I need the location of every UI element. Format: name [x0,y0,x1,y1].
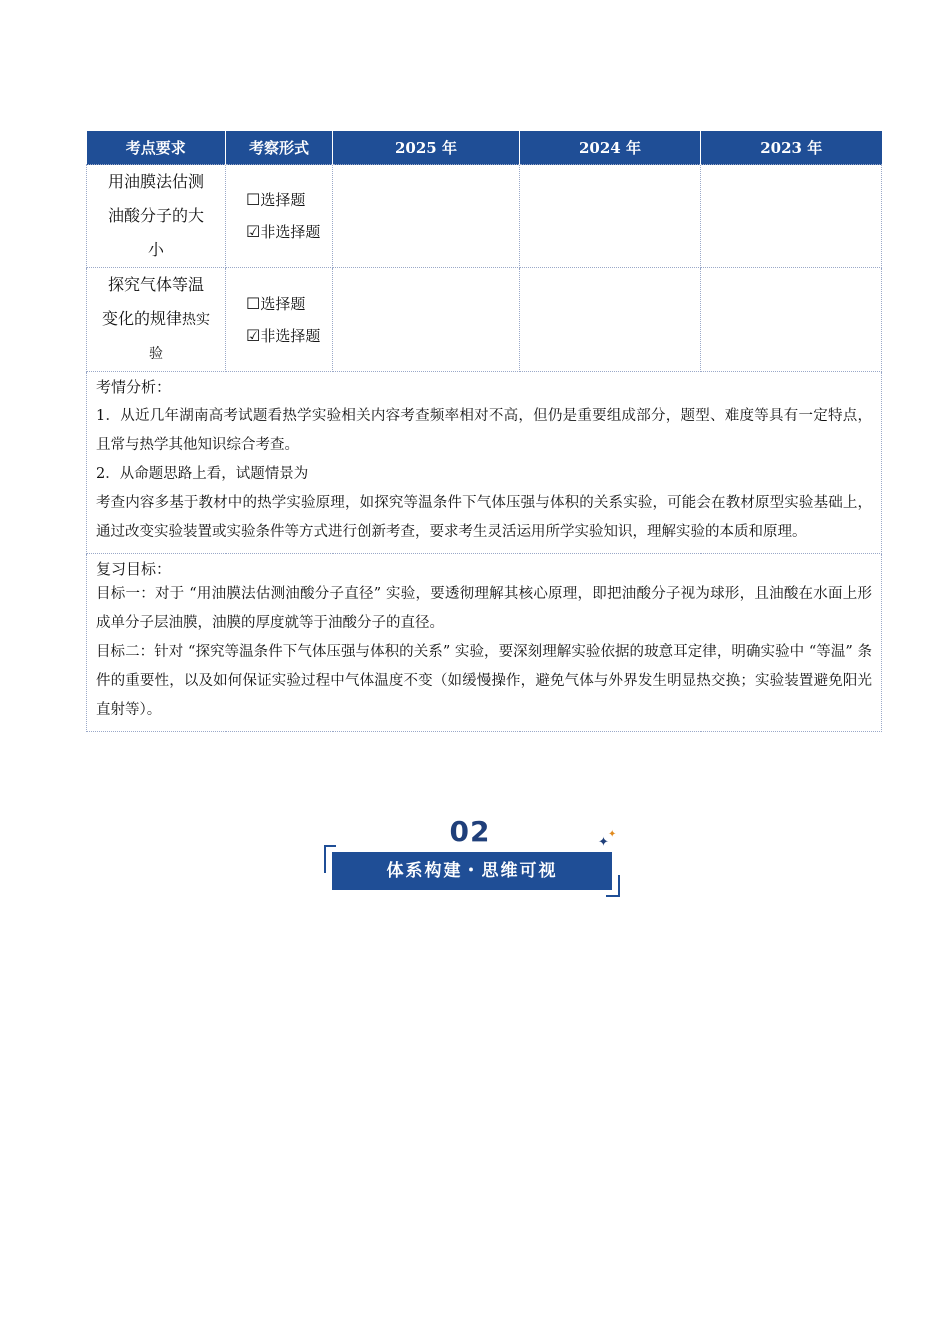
year-cell-2023 [701,165,882,268]
table-row [87,165,882,268]
option-nonchoice [246,320,332,352]
form-cell [226,268,333,372]
exam-requirements-table [86,131,882,732]
analysis-paragraph: 考查内容多基于教材中的热学实验原理，如探究等温条件下气体压强与体积的关系实验，可能会在教材原型实验基础上，通过改变实验装置或实验条件等方式进行创新考查，要求考生灵活运用所学实验知识，理解实验的本质和原理。 [96,495,872,540]
year-cell-2023 [701,268,882,372]
sparkle-small-icon: ✦ [608,829,617,840]
form-cell [226,165,333,268]
topic-line [87,302,225,337]
year-cell-2024 [520,165,701,268]
section-banner [322,815,622,897]
year-cell-2024 [520,268,701,372]
topic-cell [87,165,226,268]
analysis-title: 考情分析： [96,378,172,396]
header-2025: 2025 年 [333,131,520,165]
goals-row [87,554,882,732]
goals-cell [87,554,882,732]
goal-paragraph: 目标二：针对 “探究等温条件下气体压强与体积的关系” 实验，要深刻理解实验依据的玻意耳定律，明确实验中 “等温” 条件的重要性，以及如何保证实验过程中气体温度不变（如缓慢操作，避免气体与外界发生明显热交换；实验装置避免阳光直射等）。 [96,644,872,718]
bracket-right-decoration [606,875,620,897]
topic-cell [87,268,226,372]
header-topic: 考点要求 [87,131,226,165]
option-label: 选择题 [260,294,306,313]
option-choice [246,184,332,216]
topic-line: 验 [149,346,163,362]
option-label: 选择题 [260,191,306,209]
topic-line: 探究气体等温 [107,275,204,294]
checked-checkbox-icon: ☑ [246,325,261,345]
unchecked-checkbox-icon: ☐ [246,190,261,209]
table-row [87,268,882,372]
option-nonchoice [246,216,332,248]
goals-title: 复习目标： [96,560,172,578]
checked-checkbox-icon: ☑ [246,222,261,241]
topic-text-small: 热实 [182,312,210,328]
table-header-row [87,131,882,165]
option-label: 非选择题 [260,223,321,241]
header-2024: 2024 年 [520,131,701,165]
year-cell-2025 [333,268,520,372]
option-choice [246,288,332,320]
section-title: 体系构建・思维可视 [332,852,612,890]
unchecked-checkbox-icon: ☐ [246,293,261,313]
header-form: 考察形式 [226,131,333,165]
header-2023: 2023 年 [701,131,882,165]
analysis-cell [87,372,882,554]
analysis-row [87,372,882,554]
topic-line: 小 [147,240,164,259]
year-cell-2025 [333,165,520,268]
goal-paragraph: 目标一：对于 “用油膜法估测油酸分子直径” 实验，要透彻理解其核心原理，即把油酸分子视为球形，且油酸在水面上形成单分子层油膜，油膜的厚度就等于油酸分子的直径。 [96,586,872,631]
topic-text: 变化的规律 [101,309,182,328]
analysis-paragraph: 2．从命题思路上看，试题情景为 [96,466,309,482]
topic-line: 用油膜法估测 [107,172,204,191]
topic-line: 油酸分子的大 [107,206,204,225]
analysis-paragraph: 1．从近几年湖南高考试题看热学实验相关内容考查频率相对不高，但仍是重要组成部分，题型、难度等具有一定特点，且常与热学其他知识综合考查。 [96,408,872,453]
option-label: 非选择题 [260,326,321,345]
section-number: 02 [449,815,491,848]
sparkle-icon: ✦ [598,835,609,850]
